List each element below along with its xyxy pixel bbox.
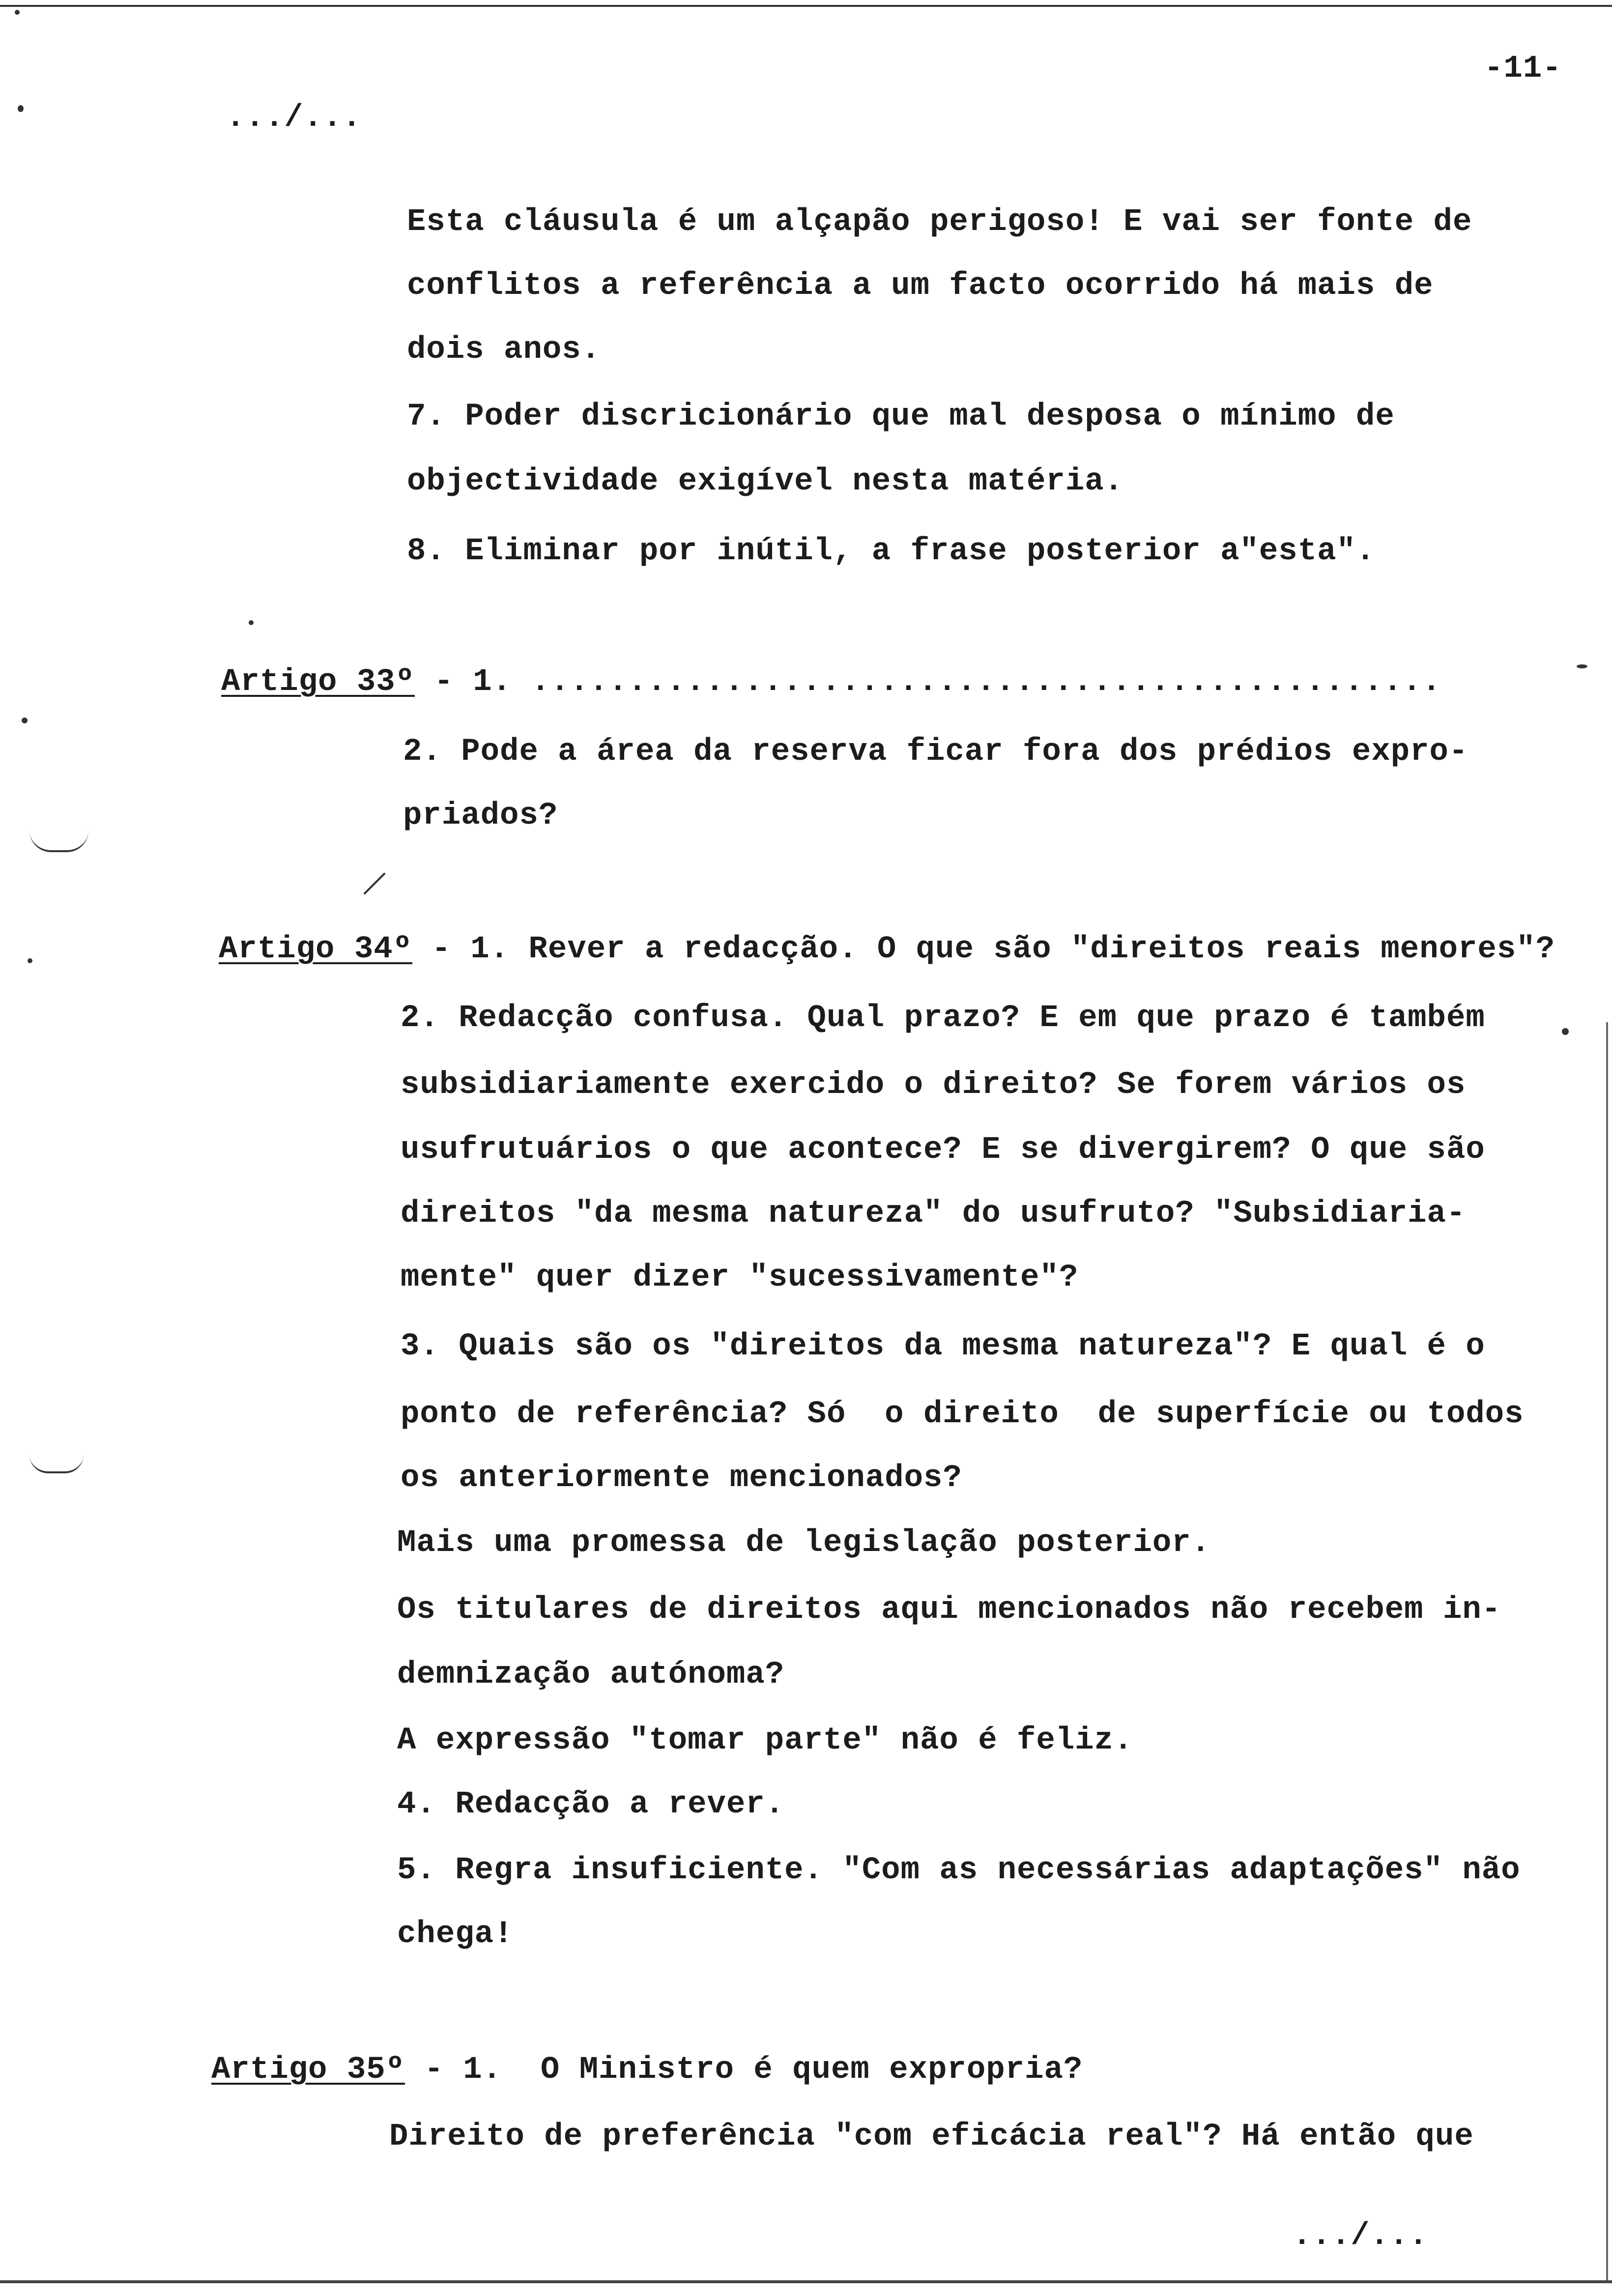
text-line: direitos "da mesma natureza" do usufruto? "Subsidiaria- (401, 1196, 1466, 1232)
text-line: 7. Poder discricionário que mal desposa o mínimo de (407, 399, 1395, 434)
text-line: priados? (403, 798, 558, 833)
text-line: chega! (397, 1917, 514, 1952)
article-34-label: Artigo 34º (219, 932, 413, 967)
page-number: -11- (1484, 51, 1562, 86)
scan-speck (1562, 1028, 1569, 1035)
article-35-heading (211, 2050, 1083, 2090)
scan-speck (18, 105, 24, 112)
text-line: usufrutuários o que acontece? E se divergirem? O que são (401, 1132, 1485, 1168)
scan-stroke-mark (363, 872, 385, 894)
text-line: 4. Redacção a rever. (397, 1787, 785, 1822)
text-line: Esta cláusula é um alçapão perigoso! E vai ser fonte de (407, 204, 1472, 240)
scan-speck (22, 718, 28, 723)
text-line: A expressão "tomar parte" não é feliz. (397, 1723, 1133, 1758)
text-line: os anteriormente mencionados? (401, 1461, 962, 1496)
article-34-first-line: - 1. Rever a redacção. O que são "direitos reais menores"? (412, 932, 1555, 967)
text-line: Direito de preferência "com eficácia real"? Há então que (389, 2119, 1474, 2154)
top-edge-line (0, 5, 1612, 7)
text-line: subsidiariamente exercido o direito? Se forem vários os (401, 1067, 1466, 1103)
scan-edge-line (1606, 1022, 1608, 2280)
text-line: demnização autónoma? (397, 1657, 785, 1693)
scan-curve-mark (29, 831, 88, 852)
scan-speck (249, 620, 254, 625)
text-line: conflitos a referência a um facto ocorrido há mais de (407, 268, 1434, 304)
article-33-first-line: - 1. ............................................... (415, 664, 1441, 700)
scan-curve-mark (29, 1455, 84, 1473)
text-line: ponto de referência? Só o direito de superfície ou todos (401, 1397, 1524, 1432)
text-line: 3. Quais são os "direitos da mesma natureza"? E qual é o (401, 1329, 1485, 1364)
article-35-first-line: - 1. O Ministro é quem expropria? (405, 2052, 1083, 2088)
bottom-edge-line (0, 2280, 1612, 2283)
article-34-heading (219, 930, 1555, 969)
article-33-label: Artigo 33º (221, 664, 415, 700)
text-line: mente" quer dizer "sucessivamente"? (401, 1260, 1079, 1295)
continuation-mark-bottom: .../... (1293, 2218, 1428, 2254)
scan-speck (15, 10, 20, 15)
text-line: 2. Redacção confusa. Qual prazo? E em que prazo é também (401, 1001, 1485, 1036)
text-line: 2. Pode a área da reserva ficar fora dos prédios expro- (403, 734, 1468, 770)
scan-speck (1577, 664, 1587, 668)
text-line: dois anos. (407, 332, 601, 368)
text-line: objectividade exigível nesta matéria. (407, 464, 1124, 499)
text-line: Mais uma promessa de legislação posterior. (397, 1525, 1211, 1561)
continuation-mark-top: .../... (226, 100, 362, 136)
text-line: 5. Regra insuficiente. "Com as necessárias adaptações" não (397, 1853, 1521, 1888)
text-line: Os titulares de direitos aqui mencionados não recebem in- (397, 1592, 1501, 1628)
article-35-label: Artigo 35º (211, 2052, 405, 2088)
scan-speck (28, 958, 32, 963)
text-line: 8. Eliminar por inútil, a frase posterior a"esta". (407, 534, 1376, 569)
article-33-heading (221, 662, 1441, 702)
